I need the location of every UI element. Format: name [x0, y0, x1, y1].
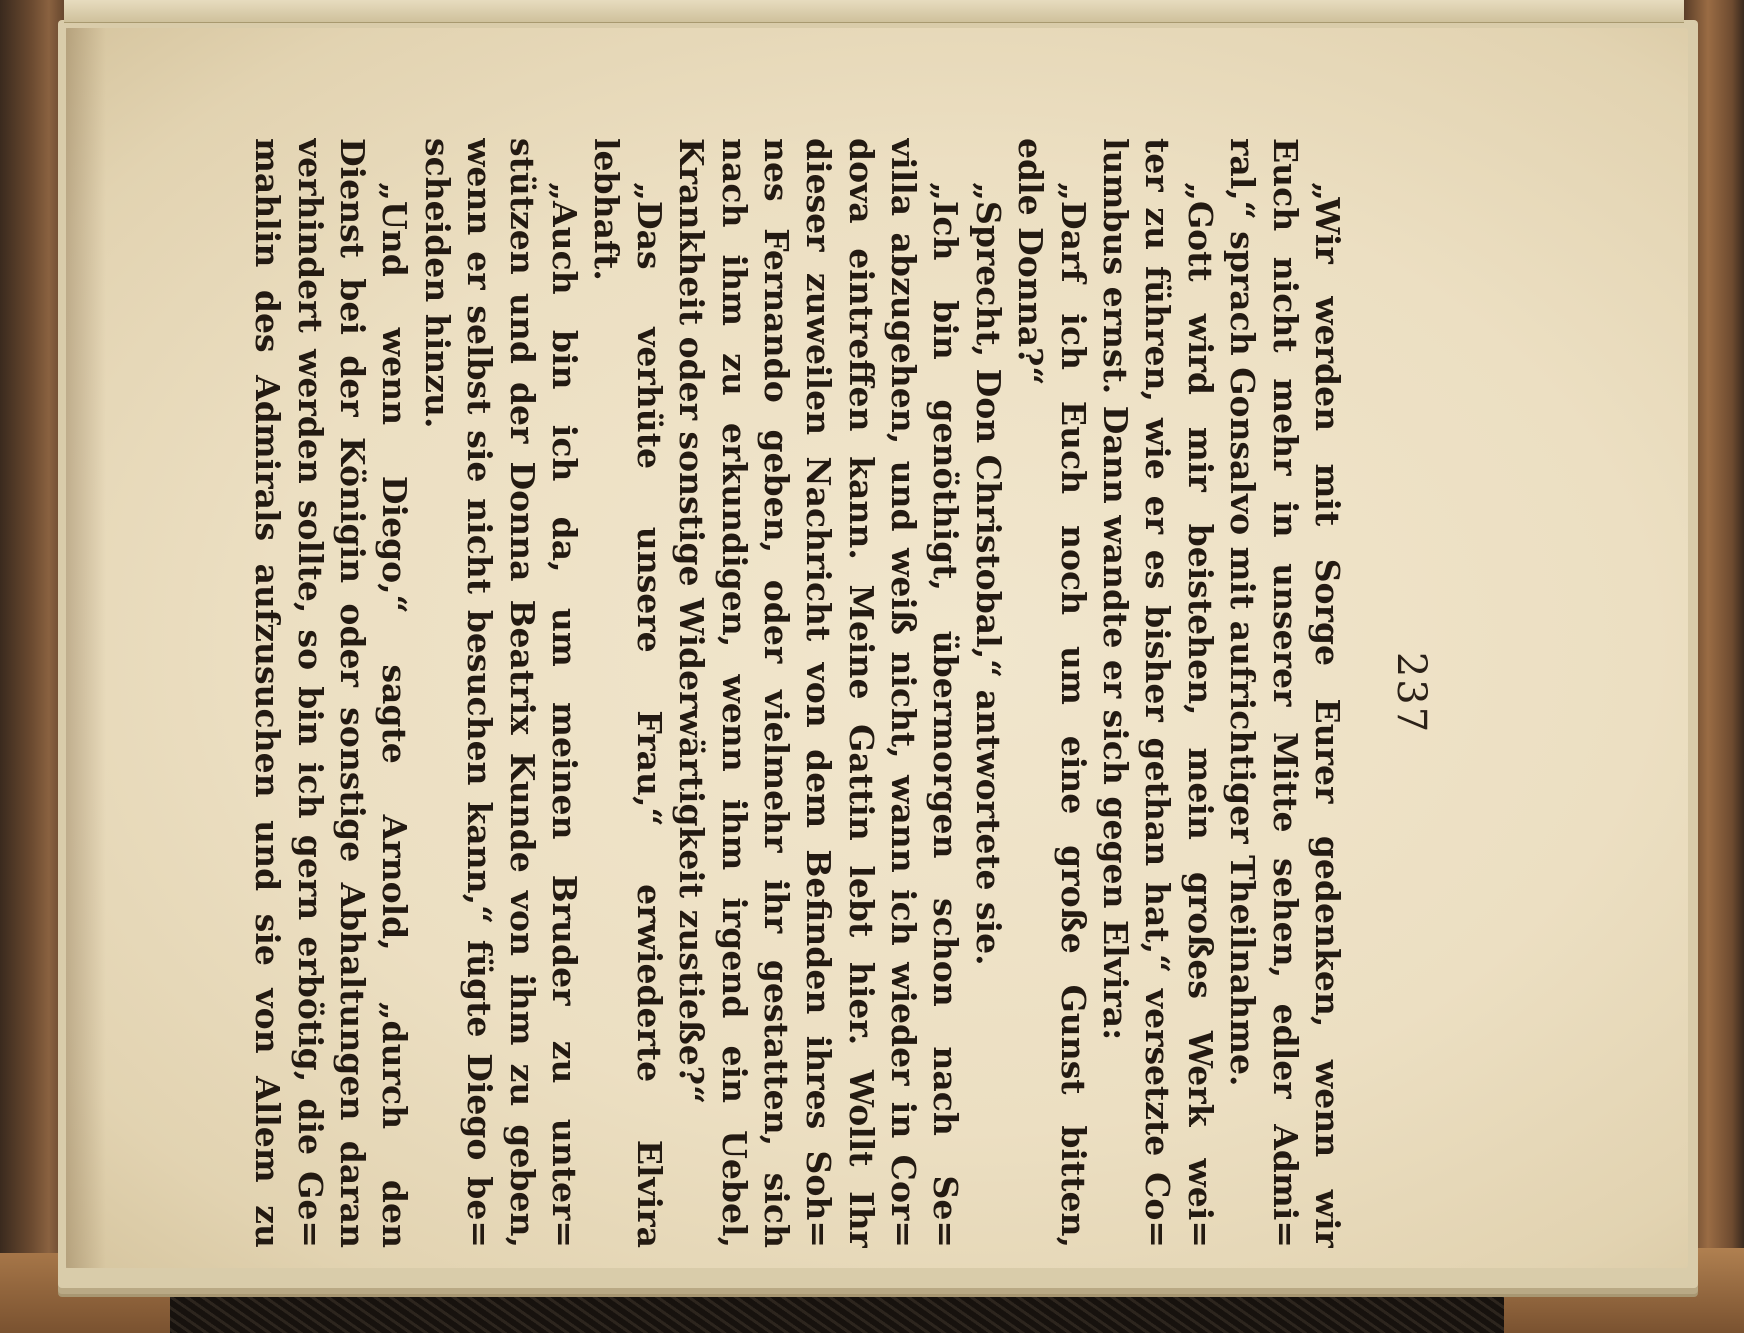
gutter-shadow — [66, 28, 106, 1268]
text-line: ter zu führen, wie er es bisher gethan hat,“ versetzte Co= — [1138, 138, 1178, 1248]
text-line: „Sprecht, Don Christobal,“ antwortete sie. — [968, 182, 1008, 966]
text-line: „Und wenn Diego,“ sagte Arnold, „durch den — [375, 182, 415, 1248]
text-line: wenn er selbst sie nicht besuchen kann,“ fügte Diego be= — [460, 138, 500, 1248]
text-line: Dienst bei der Königin oder sonstige Abhaltungen daran — [333, 138, 373, 1248]
text-line: „Gott wird mir beistehen, mein großes Werk wei= — [1180, 182, 1220, 1248]
text-line: „Auch bin ich da, um meinen Bruder zu unter= — [544, 182, 584, 1248]
text-line: lebhaft. — [587, 138, 627, 281]
text-line: „Wir werden mit Sorge Eurer gedenken, wenn wir — [1308, 182, 1347, 1248]
text-line: Krankheit oder sonstige Widerwärtigkeit zustieße?“ — [672, 138, 712, 1105]
text-line: verhindert werden sollte, so bin ich gern erbötig, die Ge= — [290, 138, 330, 1248]
rotated-text-block — [248, 138, 1442, 1248]
text-line: mahlin des Admirals aufzusuchen und sie von Allem zu — [248, 138, 288, 1248]
text-line: edle Donna?“ — [1011, 138, 1051, 386]
text-line: dieser zuweilen Nachricht von dem Befinden ihres Soh= — [799, 138, 839, 1248]
text-line: „Ich bin genöthigt, übermorgen schon nach Se= — [926, 182, 966, 1248]
page-number: 237 — [1388, 651, 1434, 735]
text-line: Euch nicht mehr in unserer Mitte sehen, edler Admi= — [1265, 138, 1305, 1248]
text-line: dova eintreffen kann. Meine Gattin lebt hier. Wollt Ihr — [841, 138, 881, 1248]
text-line: scheiden hinzu. — [417, 138, 457, 429]
text-line: „Darf ich Euch noch um eine große Gunst bitten, — [1053, 182, 1093, 1248]
text-line: lumbus ernst. Dann wandte er sich gegen Elvira: — [1096, 138, 1136, 1041]
text-line: „Das verhüte unsere Frau,“ erwiederte Elvira — [629, 182, 669, 1248]
text-line: villa abzugehen, und weiß nicht, wann ich wieder in Cor= — [884, 138, 924, 1248]
text-line: stützen und der Donna Beatrix Kunde von ihm zu geben, — [502, 138, 542, 1248]
text-line: nach ihm zu erkundigen, wenn ihm irgend ein Uebel, — [714, 138, 754, 1248]
previous-page-edge — [64, 0, 1684, 23]
text-lines — [246, 138, 1348, 1248]
text-line: ral,“ sprach Gonsalvo mit aufrichtiger Theilnahme. — [1223, 138, 1263, 1087]
text-line: nes Fernando geben, oder vielmehr ihr gestatten, sich — [756, 138, 796, 1248]
